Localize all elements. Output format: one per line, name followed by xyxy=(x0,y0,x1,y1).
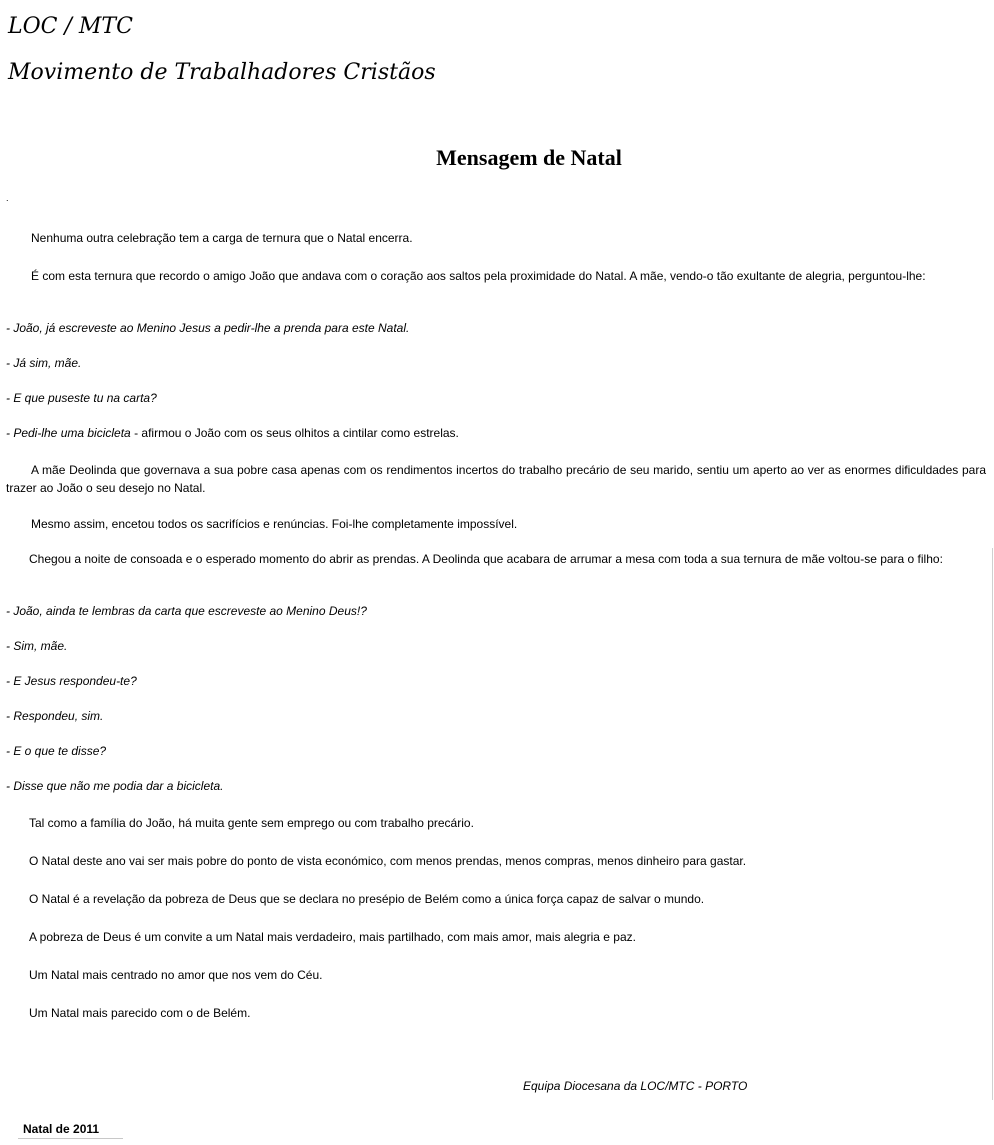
dialogue-line: - Respondeu, sim. xyxy=(6,709,104,723)
right-border-line xyxy=(992,548,993,1100)
dialogue-line xyxy=(6,424,986,442)
paragraph-5: Chegou a noite de consoada e o esperado momento do abrir as prendas. A Deolinda que acabara de arrumar a mesa com toda a sua ternura de mãe voltou-se para o filho: xyxy=(29,552,943,566)
date-label: Natal de 2011 xyxy=(23,1122,100,1136)
dialogue-line: - João, ainda te lembras da carta que escreveste ao Menino Deus!? xyxy=(6,604,367,618)
dialogue-line: - Sim, mãe. xyxy=(6,639,68,653)
dialogue-quote: - Pedi-lhe uma bicicleta xyxy=(6,426,131,440)
page-title: Mensagem de Natal xyxy=(436,145,622,170)
date-underline xyxy=(18,1138,123,1139)
paragraph-11: Um Natal mais parecido com o de Belém. xyxy=(29,1006,251,1020)
dialogue-line: - Disse que não me podia dar a bicicleta. xyxy=(6,779,224,793)
paragraph-3: A mãe Deolinda que governava a sua pobre casa apenas com os rendimentos incertos do trabalho precário de seu marido, sentiu um aperto ao ver as enormes dificuldades para trazer ao João o seu desejo no Natal. xyxy=(6,463,986,495)
paragraph-8: O Natal é a revelação da pobreza de Deus que se declara no presépio de Belém como a única força capaz de salvar o mundo. xyxy=(29,892,705,906)
paragraph-9: A pobreza de Deus é um convite a um Natal mais verdadeiro, mais partilhado, com mais amor, mais alegria e paz. xyxy=(29,930,636,944)
org-full-name: Movimento de Trabalhadores Cristãos xyxy=(8,60,436,85)
paragraph-1: Nenhuma outra celebração tem a carga de ternura que o Natal encerra. xyxy=(31,231,413,245)
paragraph-2: É com esta ternura que recordo o amigo João que andava com o coração aos saltos pela proximidade do Natal. A mãe, vendo-o tão exultante de alegria, perguntou-lhe: xyxy=(31,269,926,283)
dialogue-narration: - afirmou o João com os seus olhitos a cintilar como estrelas. xyxy=(130,426,459,440)
dialogue-line: - Já sim, mãe. xyxy=(6,356,82,370)
paragraph-6: Tal como a família do João, há muita gente sem emprego ou com trabalho precário. xyxy=(29,816,474,830)
stray-dot: . xyxy=(6,193,9,203)
dialogue-line: - E que puseste tu na carta? xyxy=(6,391,157,405)
paragraph-7: O Natal deste ano vai ser mais pobre do ponto de vista económico, com menos prendas, menos compras, menos dinheiro para gastar. xyxy=(29,854,747,868)
dialogue-line: - João, já escreveste ao Menino Jesus a pedir-lhe a prenda para este Natal. xyxy=(6,321,410,335)
org-acronym: LOC / MTC xyxy=(8,14,133,39)
signature: Equipa Diocesana da LOC/MTC - PORTO xyxy=(523,1079,748,1093)
dialogue-line: - E Jesus respondeu-te? xyxy=(6,674,137,688)
dialogue-line: - E o que te disse? xyxy=(6,744,107,758)
paragraph-10: Um Natal mais centrado no amor que nos vem do Céu. xyxy=(29,968,323,982)
paragraph-4: Mesmo assim, encetou todos os sacrifícios e renúncias. Foi-lhe completamente impossível. xyxy=(31,517,518,531)
